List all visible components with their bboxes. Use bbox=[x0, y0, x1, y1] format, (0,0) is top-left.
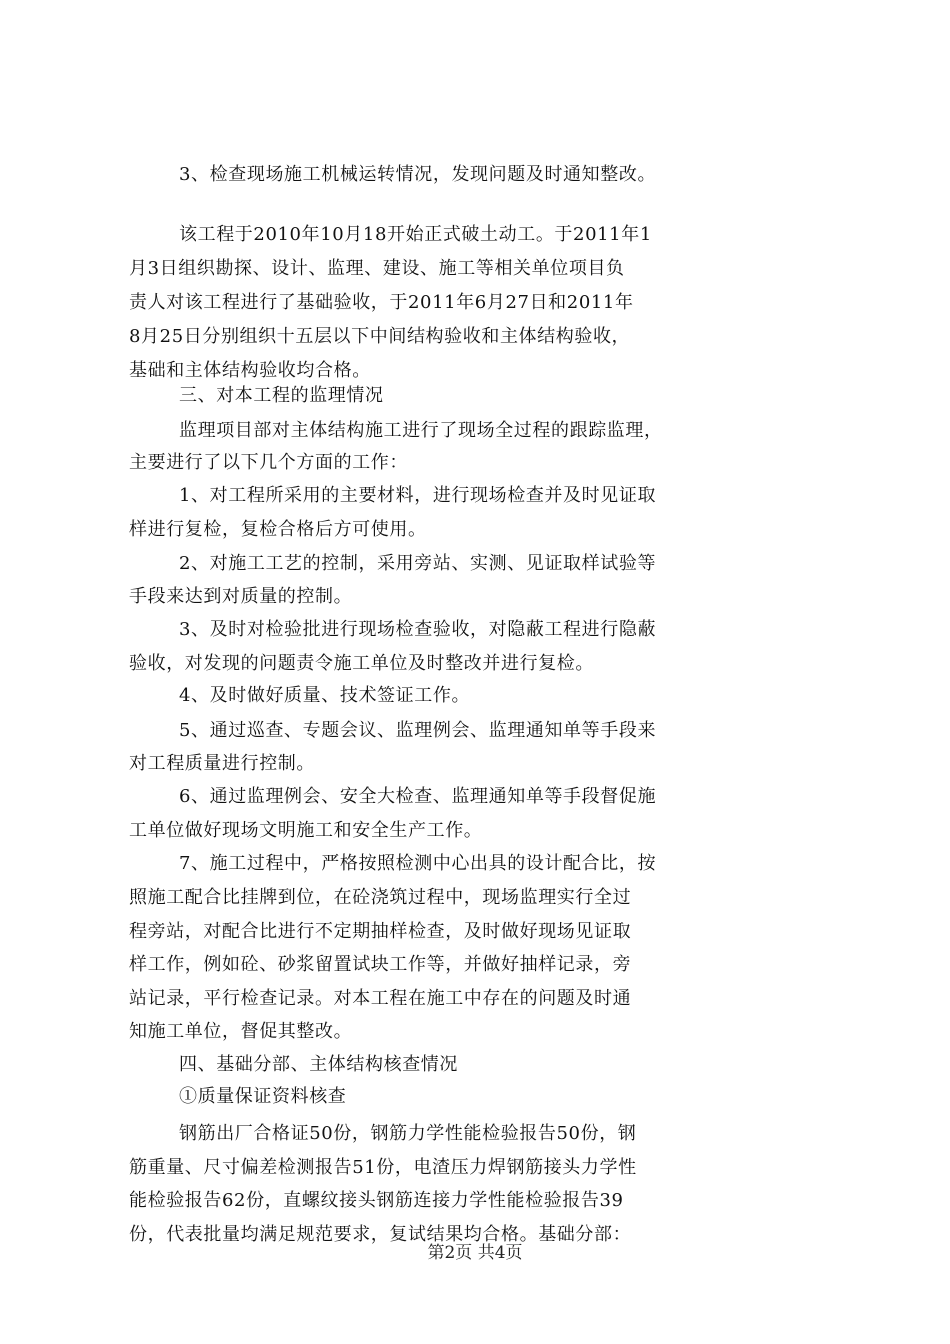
text-line: 验收，对发现的问题责令施工单位及时整改并进行复检。 bbox=[129, 653, 594, 674]
section-heading: 四、基础分部、主体结构核查情况 bbox=[179, 1054, 458, 1075]
list-item: 4、及时做好质量、技术签证工作。 bbox=[179, 685, 471, 706]
list-item: 6、通过监理例会、安全大检查、监理通知单等手段督促施 bbox=[179, 786, 657, 807]
text-line: 对工程质量进行控制。 bbox=[129, 753, 315, 774]
text-line: 知施工单位，督促其整改。 bbox=[129, 1021, 353, 1042]
text-line: 程旁站，对配合比进行不定期抽样检查，及时做好现场见证取 bbox=[129, 921, 632, 942]
text-line: 能检验报告62份，直螺纹接头钢筋连接力学性能检验报告39 bbox=[129, 1190, 624, 1211]
list-item: 2、对施工工艺的控制，采用旁站、实测、见证取样试验等 bbox=[179, 553, 657, 574]
text-line: 责人对该工程进行了基础验收，于2011年6月27日和2011年 bbox=[129, 292, 634, 313]
text-line: 监理项目部对主体结构施工进行了现场全过程的跟踪监理， bbox=[179, 420, 663, 441]
text-line: 3、检查现场施工机械运转情况，发现问题及时通知整改。 bbox=[179, 164, 657, 185]
list-item: 5、通过巡查、专题会议、监理例会、监理通知单等手段来 bbox=[179, 720, 657, 741]
text-line: 筋重量、尺寸偏差检测报告51份，电渣压力焊钢筋接头力学性 bbox=[129, 1157, 637, 1178]
text-line: 照施工配合比挂牌到位，在砼浇筑过程中，现场监理实行全过 bbox=[129, 887, 632, 908]
text-line: 月3日组织勘探、设计、监理、建设、施工等相关单位项目负 bbox=[129, 258, 625, 279]
text-line: 手段来达到对质量的控制。 bbox=[129, 586, 353, 607]
text-line: 该工程于2010年10月18开始正式破土动工。于2011年1 bbox=[179, 224, 652, 245]
text-line: 基础和主体结构验收均合格。 bbox=[129, 360, 371, 381]
text-line: 8月25日分别组织十五层以下中间结构验收和主体结构验收， bbox=[129, 326, 631, 347]
text-line: 样工作，例如砼、砂浆留置试块工作等，并做好抽样记录，旁 bbox=[129, 954, 632, 975]
text-line: 钢筋出厂合格证50份，钢筋力学性能检验报告50份，钢 bbox=[179, 1123, 637, 1144]
text-line: 样进行复检，复检合格后方可使用。 bbox=[129, 519, 427, 540]
text-line: 份，代表批量均满足规范要求，复试结果均合格。基础分部： bbox=[129, 1224, 632, 1245]
text-line: 站记录，平行检查记录。对本工程在施工中存在的问题及时通 bbox=[129, 988, 632, 1009]
subsection-heading: ①质量保证资料核查 bbox=[179, 1086, 347, 1107]
list-item: 3、及时对检验批进行现场检查验收，对隐蔽工程进行隐蔽 bbox=[179, 619, 657, 640]
text-line: 工单位做好现场文明施工和安全生产工作。 bbox=[129, 820, 483, 841]
section-heading: 三、对本工程的监理情况 bbox=[179, 385, 384, 406]
page-footer: 第2页 共4页 bbox=[427, 1243, 523, 1263]
list-item: 1、对工程所采用的主要材料，进行现场检查并及时见证取 bbox=[179, 485, 657, 506]
list-item: 7、施工过程中，严格按照检测中心出具的设计配合比，按 bbox=[179, 853, 657, 874]
text-line: 主要进行了以下几个方面的工作： bbox=[129, 452, 408, 473]
